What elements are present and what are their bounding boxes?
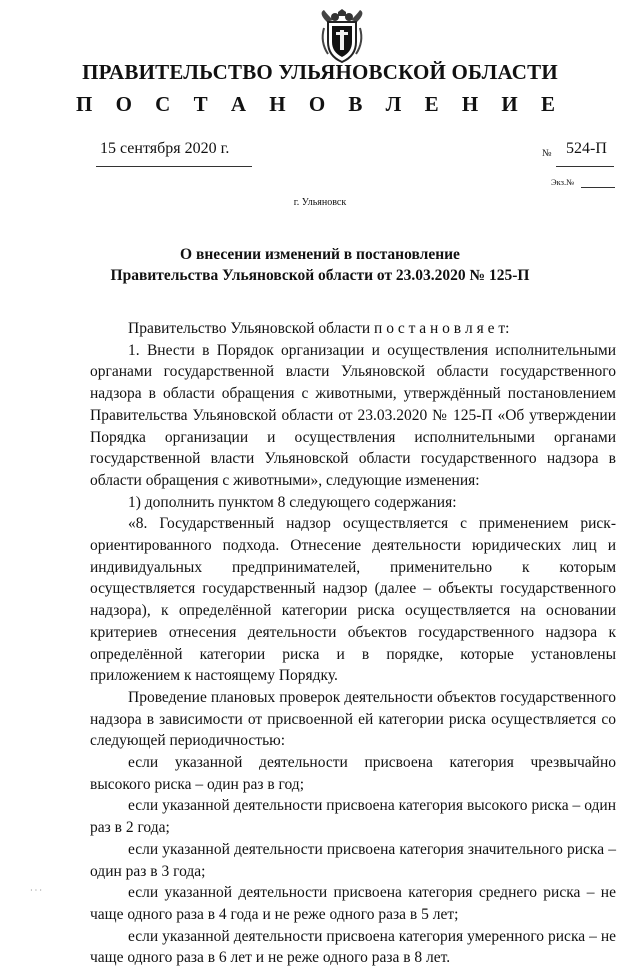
paragraph-medium-risk: если указанной деятельности присвоена категория среднего риска – не чаще одного раза в 4 года и не реже одного раза в 5 лет; xyxy=(90,884,616,923)
paragraph-item-1: 1. Внести в Порядок организации и осуществления исполнительными органами государственной власти Ульяновской области государственного надзора в области обращения с животными, утверждённый постановлением Правительства Ульяновской области от 23.03.2020 № 125-П «Об утверждении Порядка организации и осуществления исполнительными органами государственной власти Ульяновской области государственного надзора в области обращения с животными», следующие изменения: xyxy=(90,341,616,489)
number-underline xyxy=(556,166,614,167)
copy-number-underline xyxy=(581,187,615,188)
paragraph-point-8: «8. Государственный надзор осуществляется с применением риск-ориентированного подхода. Отнесение деятельности юридических лиц и индивидуальных предпринимателей, применительно к которым осуществляется государственный надзор (далее – объекты государственного надзора), к определённой категории риска осуществляется на основании критериев отнесения деятельности объектов государственного надзора к определённой категории риска и в порядке, которые установлены приложением к настоящему Порядку. xyxy=(90,515,616,685)
government-title: ПРАВИТЕЛЬСТВО УЛЬЯНОВСКОЙ ОБЛАСТИ xyxy=(82,60,558,84)
paragraph-extremely-high-risk: если указанной деятельности присвоена категория чрезвычайно высокого риска – один раз в год; xyxy=(90,754,616,793)
subject-line-1: О внесении изменений в постановление xyxy=(180,246,460,263)
document-type-title: П О С Т А Н О В Л Е Н И Е xyxy=(75,92,564,116)
coat-of-arms-emblem xyxy=(318,8,366,64)
document-body xyxy=(90,318,616,969)
page-edge-mark: · · · xyxy=(30,886,42,895)
document-number: 524-П xyxy=(566,140,607,157)
number-label: № xyxy=(542,148,552,159)
paragraph-inspections: Проведение плановых проверок деятельности объектов государственного надзора в зависимости от присвоенной ей категории риска осуществляется со следующей периодичностью: xyxy=(90,688,616,750)
city-name: г. Ульяновск xyxy=(293,197,347,208)
paragraph-significant-risk: если указанной деятельности присвоена категория значительного риска – один раз в 3 года; xyxy=(90,840,616,880)
subject-line-2: Правительства Ульяновской области от 23.03.2020 № 125-П xyxy=(110,267,530,284)
document-date: 15 сентября 2020 г. xyxy=(100,140,230,157)
paragraph-high-risk: если указанной деятельности присвоена категория высокого риска – один раз в 2 года; xyxy=(90,797,616,837)
paragraph-subitem-1: 1) дополнить пунктом 8 следующего содержания: xyxy=(128,493,457,511)
paragraph-decree-preamble: Правительство Ульяновской области п о с т а н о в л я е т: xyxy=(128,320,510,337)
copy-number-label: Экз.№ xyxy=(551,177,575,187)
date-underline xyxy=(96,166,252,167)
document-subject xyxy=(0,244,640,286)
paragraph-moderate-risk: если указанной деятельности присвоена категория умеренного риска – не чаще одного раза в 6 лет и не реже одного раза в 8 лет. xyxy=(90,927,616,967)
